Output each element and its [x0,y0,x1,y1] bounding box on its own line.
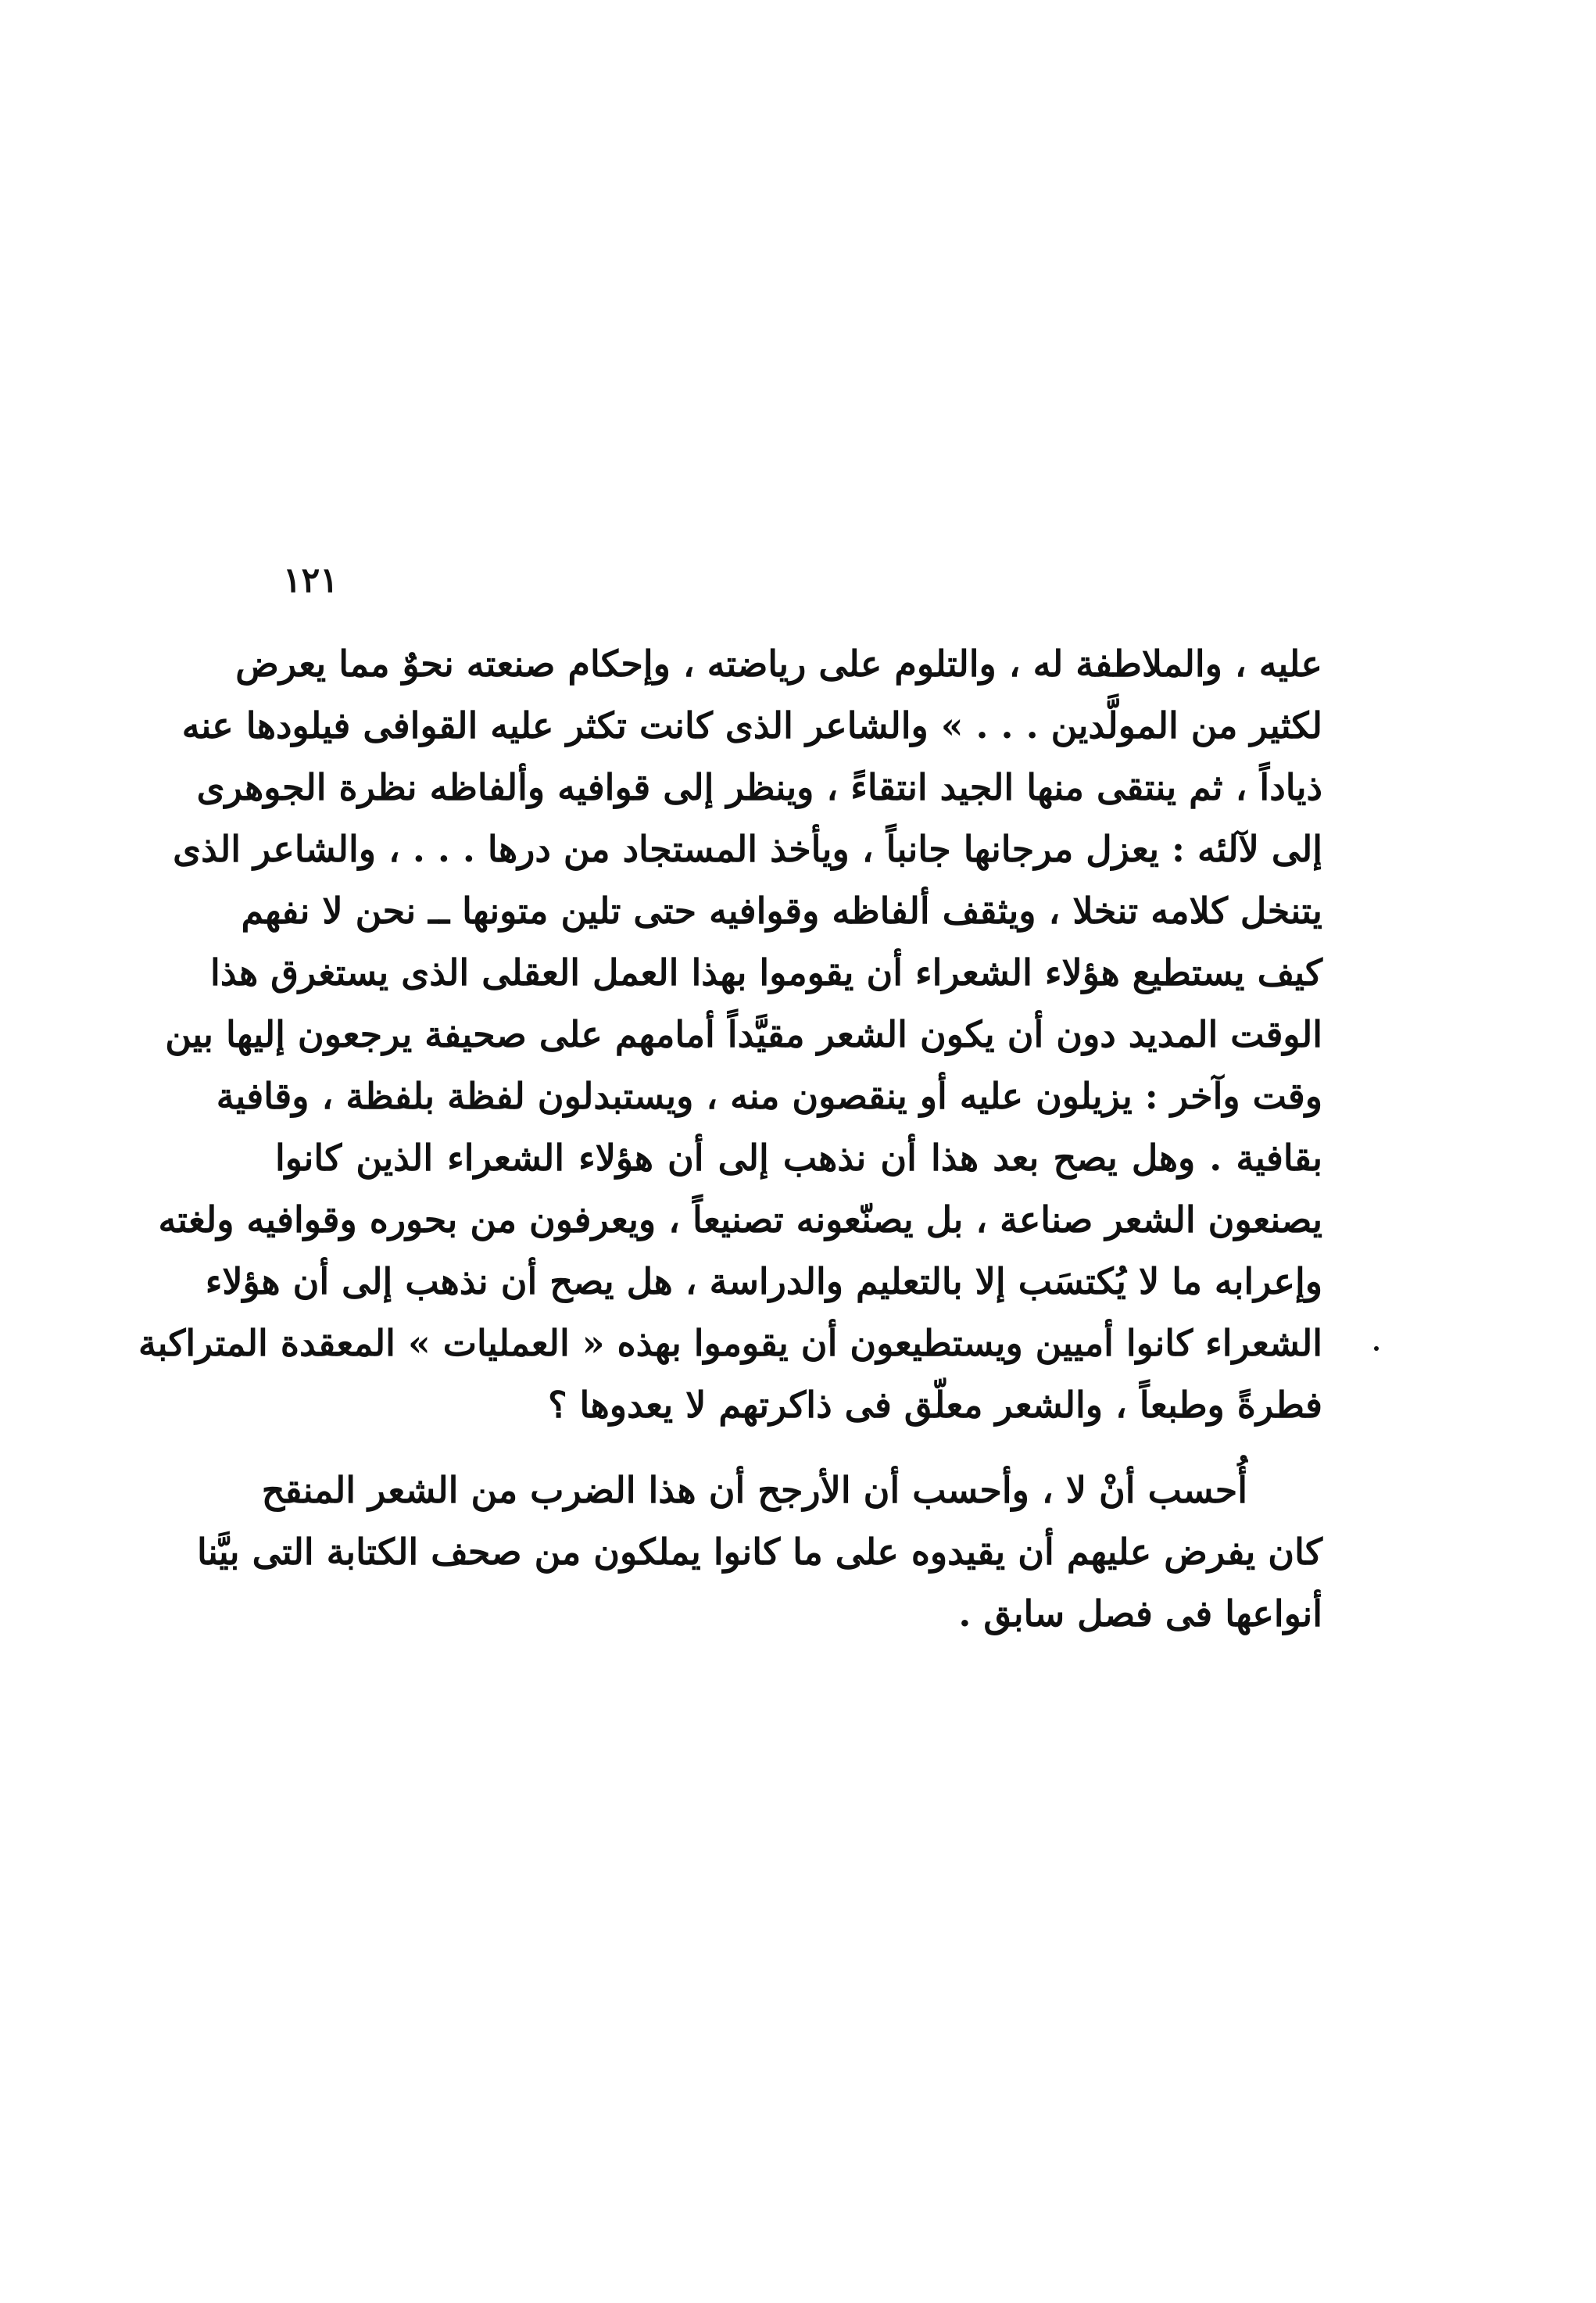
text-line: أنواعها فى فصل سابق . [958,1592,1322,1635]
margin-dot [1374,1346,1379,1351]
text-line: وإعرابه ما لا يُكتسَب إلا بالتعليم والدراسة ، هل يصح أن نذهب إلى أن هؤلاء [205,1260,1322,1302]
paragraph-2 [197,1460,1322,1645]
text-line: لكثير من المولَّدين . . . » والشاعر الذى كانت تكثر عليه القوافى فيلودها عنه [181,704,1322,747]
text-line: بقافية . وهل يصح بعد هذا أن نذهب إلى أن هؤلاء الشعراء الذين كانوا [275,1137,1322,1179]
body-text [138,633,1322,1645]
text-line: الشعراء كانوا أميين ويستطيعون أن يقوموا بهذه « العمليات » المعقدة المتراكبة [138,1322,1322,1364]
page-number: ١٢١ [283,561,338,600]
paragraph-1 [138,633,1322,1436]
text-line: كيف يستطيع هؤلاء الشعراء أن يقوموا بهذا العمل العقلى الذى يستغرق هذا [210,951,1322,994]
text-line: كان يفرض عليهم أن يقيدوه على ما كانوا يملكون من صحف الكتابة التى بيَّنا [197,1531,1322,1573]
text-line: أُحسب أنْ لا ، وأحسب أن الأرجح أن هذا الضرب من الشعر المنقح [261,1469,1247,1511]
text-line: وقت وآخر : يزيلون عليه أو ينقصون منه ، ويستبدلون لفظة بلفظة ، وقافية [216,1075,1322,1117]
text-line: عليه ، والملاطفة له ، والتلوم على رياضته ، وإحكام صنعته نحوٌ مما يعرض [235,643,1322,685]
text-line: فطرةً وطبعاً ، والشعر معلّق فى ذاكرتهم لا يعدوها ؟ [548,1384,1322,1426]
text-line: إلى لآلئه : يعزل مرجانها جانباً ، ويأخذ المستجاد من درها . . . ، والشاعر الذى [173,828,1322,870]
text-line: الوقت المديد دون أن يكون الشعر مقيَّداً أمامهم على صحيفة يرجعون إليها بين [165,1013,1322,1055]
text-line: ذياداً ، ثم ينتقى منها الجيد انتقاءً ، وينظر إلى قوافيه وألفاظه نظرة الجوهرى [196,766,1322,808]
text-line: يصنعون الشعر صناعة ، بل يصنّعونه تصنيعاً ، ويعرفون من بحوره وقوافيه ولغته [158,1198,1322,1241]
text-line: يتنخل كلامه تنخلا ، ويثقف ألفاظه وقوافيه حتى تلين متونها ــ نحن لا نفهم [241,890,1322,932]
